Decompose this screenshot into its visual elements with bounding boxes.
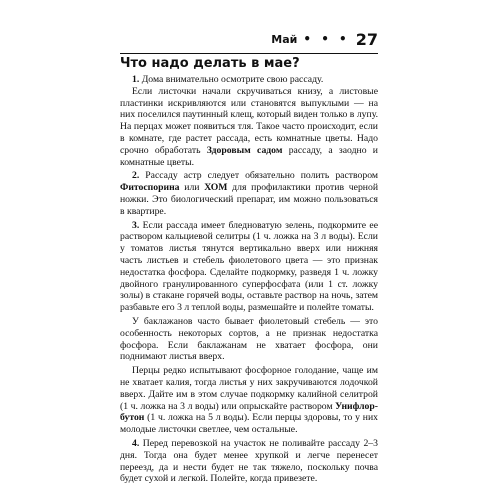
paragraph-3 (120, 170, 378, 217)
paragraph-text: Перед перевозкой на участок не поливайте рассаду 2–3 дня. Тогда она будет менее хрупкой и легче перенесет переезд, да и нести будет не так тяжело, поскольку почва будет сухой и легкой. Полейте, когда привезете. (120, 437, 378, 484)
paragraph-text: (1 ч. ложка на 5 л воды). Если перцы здоровы, то у них молодые листочки светлее, чем остальные. (120, 412, 378, 436)
body-text (120, 74, 378, 484)
product-name: ХОМ (204, 182, 228, 194)
paragraph-number: 1. (132, 74, 140, 85)
header-dots: • • • (303, 32, 350, 46)
product-name: Унифлор-бутон (120, 400, 378, 424)
product-name: Здоровым садом (206, 144, 283, 156)
paragraph-number: 2. (132, 170, 140, 182)
paragraph-text: или (179, 182, 205, 194)
paragraph-text: Дома внимательно осмотрите свою рассаду. (139, 74, 324, 85)
section-title: Май (271, 32, 298, 46)
paragraph-4 (120, 220, 378, 314)
paragraph-text: У баклажанов часто бывает фиолетовый стебель — это особенность некоторых сортов, а не признак недостатка фосфора. Если баклажанам не хватает фосфора, они поднимают листья вверх. (120, 315, 378, 363)
page-number: 27 (355, 29, 378, 49)
paragraph-number: 3. (132, 219, 140, 231)
paragraph-text: Перцы редко испытывают фосфорное голодание, чаще им не хватает калия, тогда листья у них закручиваются лодочкой вверх. Дайте им в этом случае подкормку калийной селитрой (1 ч. ложка на 3 л воды) или опрыскайте раствором (120, 365, 378, 412)
paragraph-5 (120, 316, 378, 363)
paragraph-6 (120, 365, 378, 436)
paragraph-text: Если рассада имеет бледноватую зелень, подкормите ее раствором кальциевой селитры (1 ч. ложка на 3 л воды). Если у томатов листья тянутся вертикально вверх или нижняя часть листьев и стебель фиолетового цвета — это признак недостатка фосфора. Сделайте подкормку, разведя 1 ч. ложку двойного гранулированного суперфосфата (или 1 ст. ложку золы) в стакане горячей воды, оставьте раствор на ночь, затем разбавьте его 3 л теплой воды, размешайте и полейте томаты. (120, 219, 378, 314)
paragraph-text: рассаду, а заодно и комнатные цветы. (120, 144, 378, 168)
paragraph-text: Рассаду астр следует обязательно полить раствором (139, 170, 378, 182)
paragraph-text: для профилактики против черной ножки. Это биологический препарат, им можно пользоваться в квартире. (120, 182, 378, 217)
page-heading: Что надо делать в мае? (120, 56, 300, 71)
paragraph-number: 4. (132, 437, 140, 449)
product-name: Фитоспорина (120, 182, 180, 194)
paragraph-text: Если листочки начали скручиваться книзу, а листовые пластинки искривляются или становятся выпуклыми — на них поселился паутинный клещ, который виден только в лупу. На перцах может появиться тля. Такое часто происходит, если в комнате, где растет рассада, есть комнатные цветы. Надо срочно обработать (120, 85, 378, 156)
paragraph-7 (120, 438, 378, 484)
paragraph-1 (120, 74, 378, 86)
paragraph-2 (120, 86, 378, 169)
running-header (120, 26, 378, 52)
